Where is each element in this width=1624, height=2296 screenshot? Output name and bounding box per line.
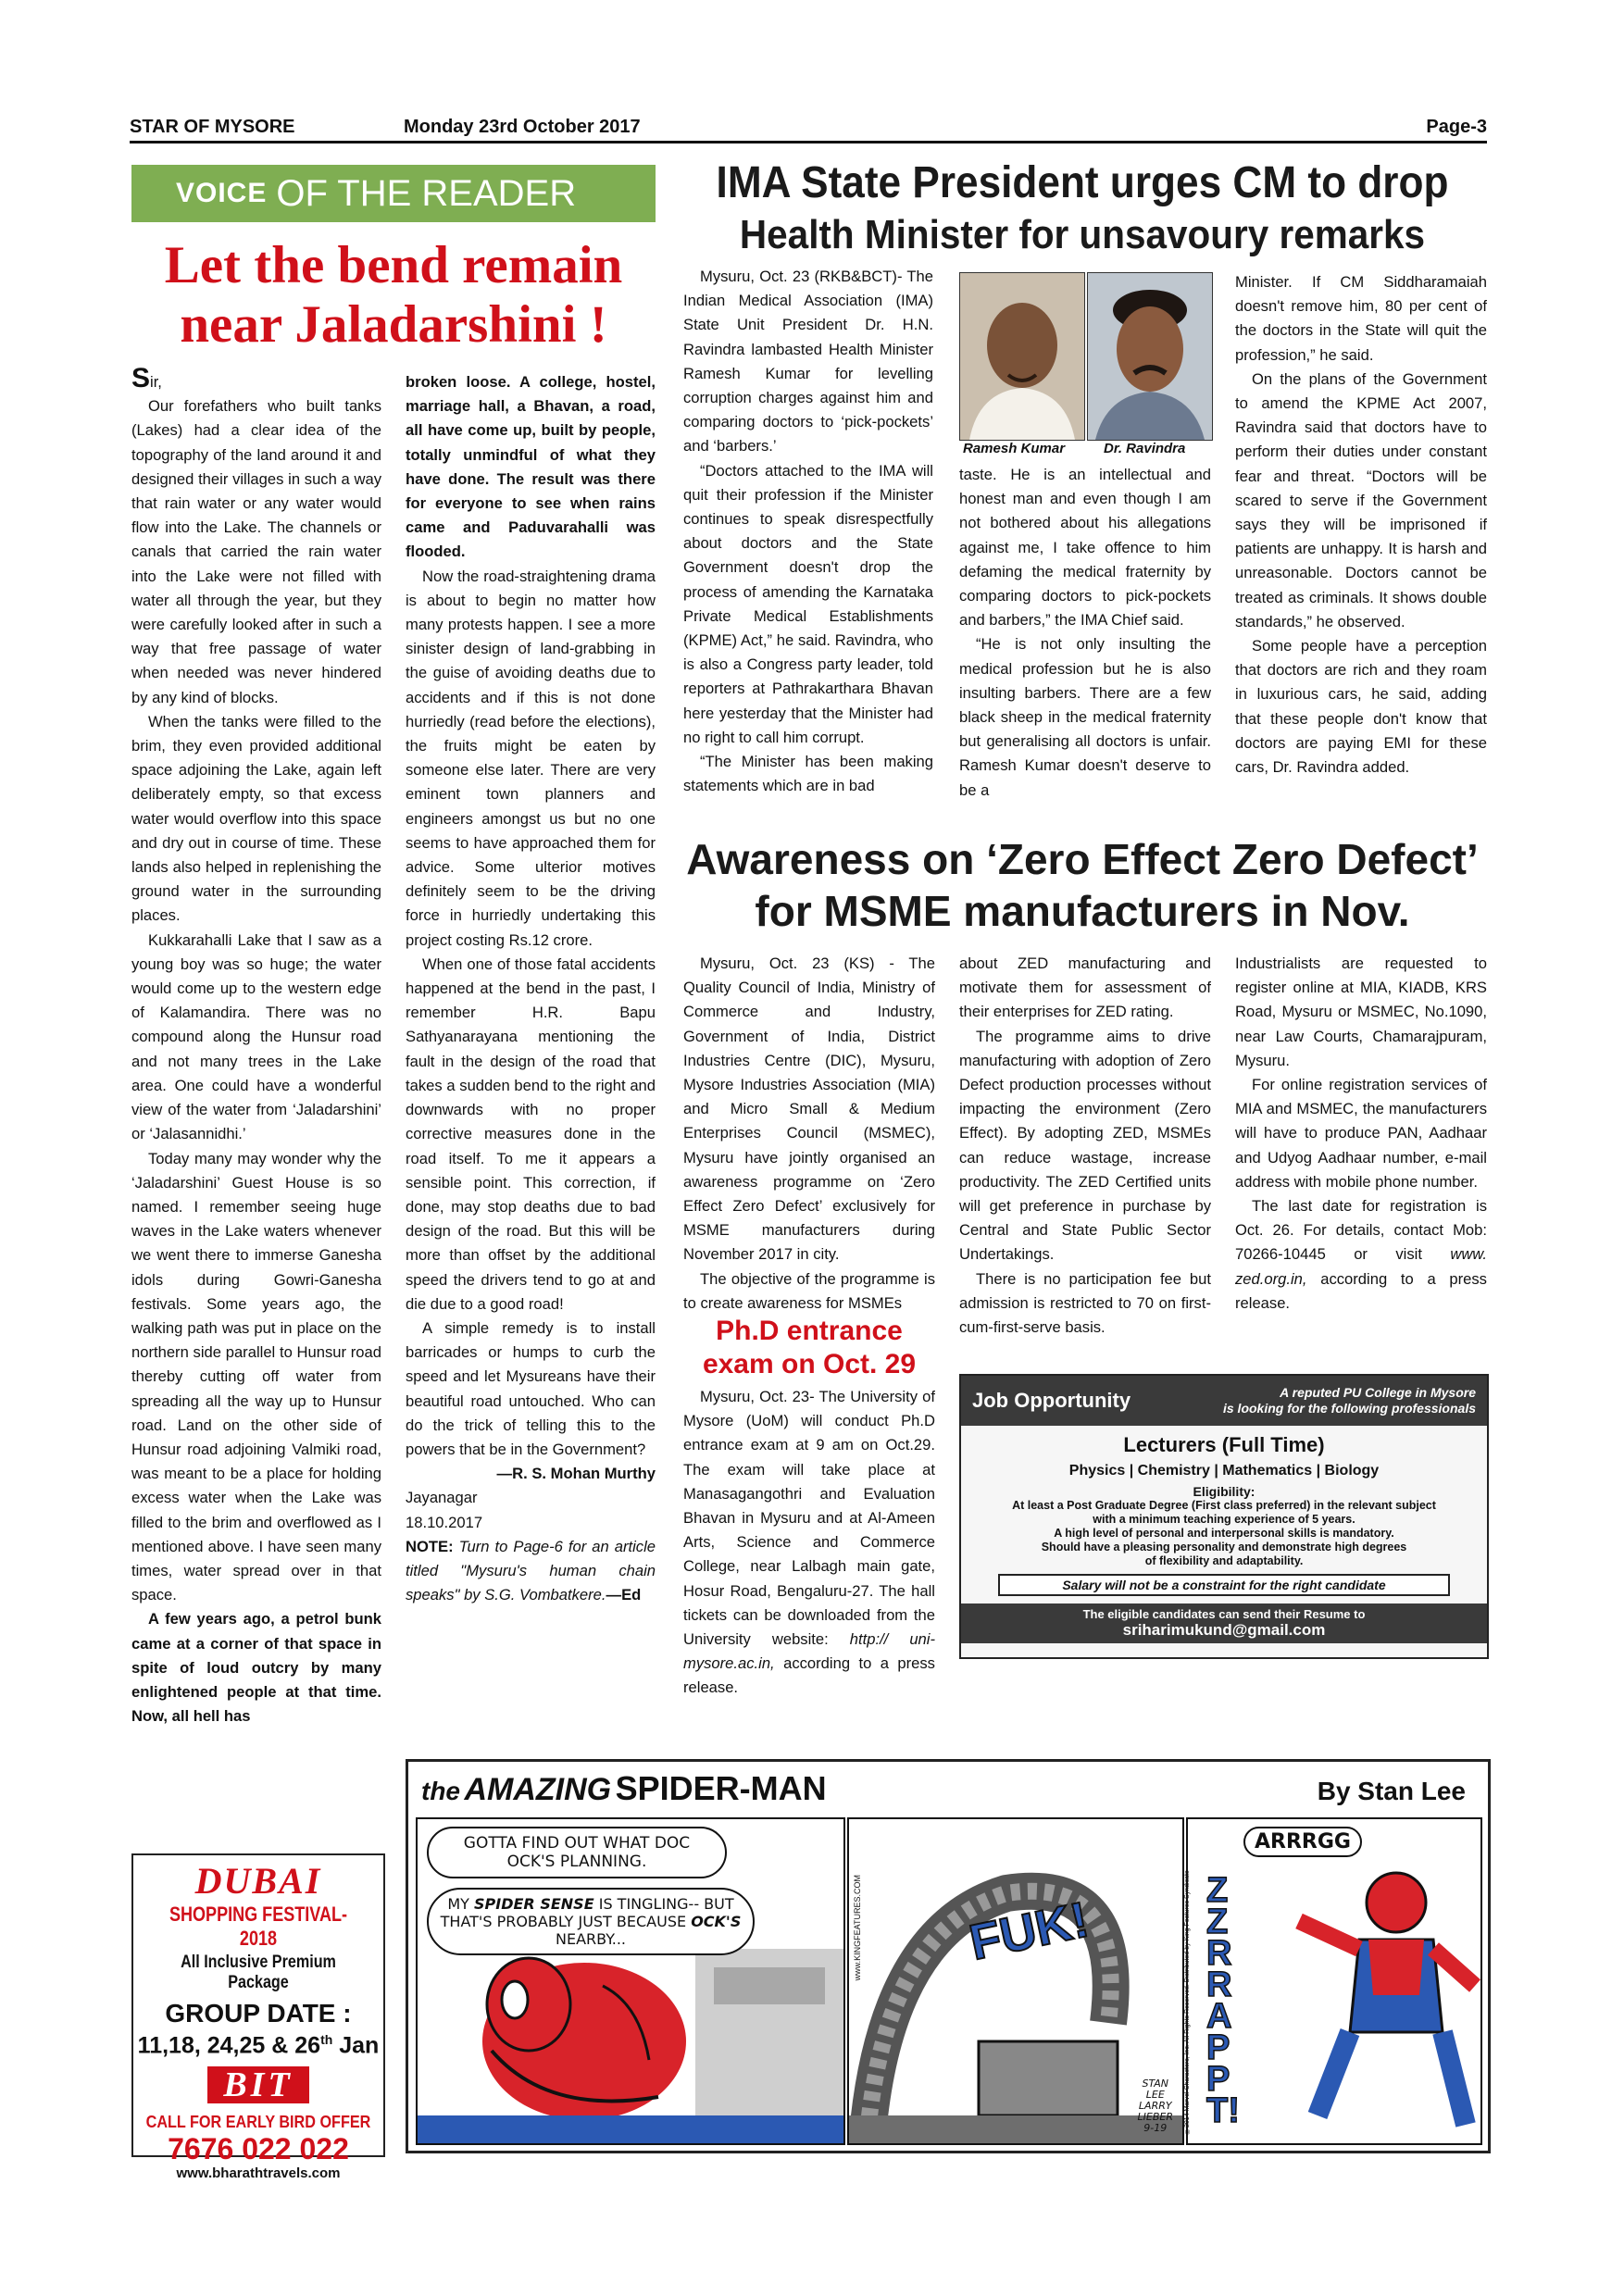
voice-paragraph: When the tanks were filled to the brim, they even provided additional space adjoining the Lake, again left deliberately empty, so that excess water would overflow into this space and dry out in course of time. These lands also helped in replenishing the ground water in the surrounding places.: [131, 712, 381, 925]
sfx-fuk: FUK!: [965, 1891, 1093, 1971]
voice-paragraph-bold: broken loose. A college, hostel, marriage hall, a Bhavan, a road, all have come up, built by people, totally unmindful of what they have done. The result was there for everyone to see when rains came and Paduvarahalli was flooded.: [406, 373, 656, 561]
photo-ramesh-kumar: [959, 272, 1085, 441]
voice-salutation: Sir,: [131, 363, 162, 393]
phd-headline-line-1: Ph.D entrance: [716, 1316, 903, 1346]
voice-paragraph: Now the road-straightening drama is about to begin no matter how many protests happen. I see a more sinister design of land-grabbing in the guise of avoiding deaths due to accidents and if this is not done hurriedly (read before the elections), the fruits might be eaten by someone else later. There are very eminent town planners and engineers amongst us but no one seems to have approached them for advice. Some ulterior motives definitely seem to be the driving force in hurriedly undertaking this project costing Rs.12 crore.: [406, 567, 656, 949]
caption-dr-ravindra: Dr. Ravindra: [1104, 441, 1186, 456]
ima-paragraph: On the plans of the Government to amend the KPME Act 2007, Ravindra said that doctors have to perform their duties under constant fear and threat. “Doctors will be scared to serve if the Government says they will be imprisoned if patients are unhappy. It is harsh and unreasonable. Doctors cannot be treated as criminals. It shows double standards,” he observed.: [1235, 369, 1487, 630]
job-tag: Job Opportunity: [972, 1389, 1131, 1412]
ima-paragraph: Some people have a perception that doctors are rich and they roam in luxurious cars, he said, adding that these people don't know that doctors are paying EMI for these cars, Dr. Ravindra added.: [1235, 637, 1487, 777]
job-salary: Salary will not be a constraint for the right candidate: [998, 1574, 1450, 1596]
job-email[interactable]: sriharimukund@gmail.com: [1122, 1621, 1326, 1639]
voice-signature: —R. S. Mohan Murthy: [496, 1465, 656, 1483]
zed-paragraph: The objective of the programme is to create awareness for MSMEs: [683, 1269, 935, 1312]
zed-paragraph: The last date for registration is Oct. 26. For details, contact Mob: 70266-10445 or visit www. zed.org.in, according to a press release.: [1235, 1197, 1487, 1312]
zed-paragraph: For online registration services of MIA and MSMEC, the manufacturers will have to produce PAN, Aadhaar and Udyog Aadhaar number, e-mail address with mobile phone number.: [1235, 1076, 1487, 1191]
dubai-ad: [131, 1853, 385, 2182]
voice-paragraph: Our forefathers who built tanks (Lakes) had a clear idea of the topography of the land around it and designed their villages in such a way that rain water or any water would flow into the Lake. The channels or canals that carried the rain water into the Lake were not filled with water all through the year, but they were carefully looked after in such a way that free passage of water when needed was never hindered by any kind of blocks.: [131, 397, 381, 706]
voice-tag-small: VOICE: [176, 178, 268, 208]
zed-paragraph: Mysuru, Oct. 23 (KS) - The Quality Council of India, Ministry of Commerce and Industry, Government of India, District Industries Centre (DIC), Mysuru, Mysore Industries Association (MIA) and Micro Small & Medium Enterprises Council (MSMEC), Mysuru have jointly organised an awareness programme on ‘Zero Effect Zero Defect’ exclusively for MSME manufacturers during November 2017 in city.: [683, 955, 935, 1264]
phd-column: [683, 1385, 935, 1701]
voice-paragraph: Kukkarahalli Lake that I saw as a young boy was so huge; the water would come up to the western edge of Kalamandira. There was no compound along the Hunsur road and not many trees in the Lake area. One could have a wonderful view of the water from ‘Jaladarshini’ or ‘Jalasannidhi.’: [131, 930, 381, 1143]
voice-paragraph: When one of those fatal accidents happened at the bend in the past, I remember H.R. Bapu Sathyanarayana mentioning the fault in the design of the road that takes a sudden bend to the right and downwards with no proper corrective measures done in the road itself. To me it appears a sensible point. This correction, if done, may stop deaths due to bad design of the road. But this will be more than offset by the additional speed the drivers tend to go at and die due to a good road!: [406, 955, 656, 1313]
dubai-website: www.bharathtravels.com: [176, 2165, 341, 2182]
ima-paragraph: Minister. If CM Siddharamaiah doesn't remove him, 80 per cent of the doctors in the State will quit the profession,” he said.: [1235, 273, 1487, 364]
voice-paragraph: Today many may wonder why the ‘Jaladarshini’ Guest House is so named. I remember seeing huge waves in the Lake waters whenever we went there to immerse Ganesha idols during Gowri-Ganesha festivals. Some years ago, the walking path was put in place on the northern side parallel to Hunsur road thereby cutting off water from spreading all the way up to Hunsur road. Land on the other side of Hunsur road adjoining Valmiki road, was meant to be a place for holding excess water when the Lake was filled to the brim and overflowed as I mentioned above. I have seen many times, water spread over in that space.: [131, 1149, 381, 1604]
voice-banner: [131, 165, 656, 222]
comic-byline: By Stan Lee: [1317, 1777, 1466, 1805]
zed-paragraph: There is no participation fee but admission is restricted to 70 on first-cum-first-serve basis.: [959, 1269, 1211, 1337]
zed-headline: [680, 833, 1485, 937]
ima-headline-line-2: Health Minister for unsavoury remarks: [739, 212, 1426, 257]
comic-copyright: ©2014 Marvel Characters, Inc. All Rights Reserved. Distributed by King Features Syndicate: [1184, 1870, 1191, 2134]
job-subjects: Physics | Chemistry | Mathematics | Biology: [1068, 1463, 1380, 1479]
masthead-rule: [130, 141, 1487, 144]
page-number: Page-3: [1426, 117, 1487, 137]
comic-panel-3: [1186, 1817, 1482, 2145]
job-ad: [959, 1374, 1489, 1659]
job-eligibility: Eligibility: At least a Post Graduate Degree (First class preferred) in the relevant subject with a minimum teaching experience of 5 years. A high level of personal and interpersonal skills is mandatory. Should have a pleasing personality and demonstrate high degrees of flexibility and adaptability.: [1012, 1484, 1436, 1567]
voice-tag-large: OF THE READER: [276, 172, 577, 214]
voice-column-2: [406, 370, 656, 1607]
speech-balloon-cry: ARRRGG: [1243, 1827, 1362, 1857]
bit-logo: BIT: [207, 2066, 309, 2103]
comic-strip: [406, 1759, 1491, 2153]
credit-block: STAN LEE LARRY LIEBER 9-19: [1137, 2078, 1173, 2134]
voice-column-1: [131, 363, 381, 1728]
speech-balloon-2: MY SPIDER SENSE IS TINGLING-- BUT THAT'S PROBABLY JUST BECAUSE OCK'S NEARBY...: [427, 1888, 755, 1955]
job-title: Lecturers (Full Time): [1123, 1433, 1325, 1456]
voice-paragraph: A simple remedy is to install barricades or humps to curb the speed and let Mysureans have their beautiful road untouched. Who can do the trick of telling this to the powers that be in the Government?: [406, 1318, 656, 1458]
ima-headline: [680, 157, 1485, 261]
dubai-group-label: GROUP DATE :: [165, 1999, 352, 2028]
portrait-icon: [960, 273, 1084, 440]
ima-paragraph: “Doctors attached to the IMA will quit their profession if the Minister continues to speak disrespectfully about doctors and the State Government doesn't drop the process of amending the Karnataka Private Medical Establishments (KPME) Act,” he said. Ravindra, who is also a Congress party leader, told reporters at Pathrakarthara Bhavan here yesterday that the Minister had no right to call him corrupt.: [683, 461, 933, 746]
zed-paragraph: about ZED manufacturing and motivate them for assessment of their enterprises for ZED rating.: [959, 955, 1211, 1021]
dubai-phone: 7676 022 022: [168, 2132, 349, 2166]
voice-headline-line-1: Let the bend remain: [164, 236, 623, 294]
phd-headline-line-2: exam on Oct. 29: [702, 1349, 917, 1379]
zed-paragraph: The programme aims to drive manufacturing with adoption of Zero Defect production processes without impacting the environment (Zero Effect). By adopting ZED, MSMEs can reduce wastage, increase productivity. The ZED Certified units will get preference in purchase by Central and State Public Sector Undertakings.: [959, 1027, 1211, 1264]
dubai-title: DUBAI: [194, 1860, 322, 1902]
dubai-dates: 11,18, 24,25 & 26th Jan: [137, 2032, 380, 2059]
job-ad-header: [961, 1376, 1487, 1426]
zed-paragraph: Industrialists are requested to register online at MIA, KIADB, KRS Road, Mysuru or MSMEC, No.1090, near Law Courts, Chamarajpuram, Mysuru.: [1235, 955, 1487, 1069]
ima-column-3: [1235, 270, 1487, 780]
voice-place: Jayanagar: [406, 1489, 478, 1507]
sfx-zzrrappt: ZZRRAPPT!: [1206, 1871, 1240, 2130]
tentacle-arm-icon: [849, 1819, 1182, 2143]
comic-website: www.KINGFEATURES.COM: [853, 1875, 862, 1981]
voice-paragraph-bold: A few years ago, a petrol bunk came at a corner of that space in spite of loud outcry by many enlightened people at that time. Now, all hell has: [131, 1610, 381, 1726]
zed-column-3: [1235, 952, 1487, 1316]
uom-website-link[interactable]: http:// uni-mysore.ac.in,: [683, 1630, 935, 1673]
paper-name: STAR OF MYSORE: [130, 117, 295, 137]
ima-paragraph: “He is not only insulting the medical profession but he is also insulting barbers. There are a few black sheep in the medical fraternity but generalising all doctors is unfair. Ramesh Kumar doesn't deserve to be a: [959, 635, 1211, 799]
ima-column-1: [683, 265, 933, 798]
job-contact: The eligible candidates can send their Resume to sriharimukund@gmail.com: [961, 1603, 1487, 1643]
zed-headline-line-2: for MSME manufacturers in Nov.: [755, 887, 1410, 935]
zed-website-link[interactable]: www. zed.org.in,: [1235, 1245, 1487, 1288]
portrait-icon: [1088, 273, 1212, 440]
comic-title: the AMAZING SPIDER-MAN: [421, 1769, 827, 1807]
ima-column-2: [959, 463, 1211, 803]
photo-dr-ravindra: [1087, 272, 1213, 441]
job-intro: A reputed PU College in Mysore is looking for the following professionals: [1222, 1385, 1476, 1416]
ima-headline-line-1: IMA State President urges CM to drop: [716, 158, 1449, 207]
issue-date: Monday 23rd October 2017: [404, 117, 641, 137]
dubai-package: All Inclusive Premium Package: [181, 1953, 336, 1992]
caption-ramesh-kumar: Ramesh Kumar: [963, 441, 1066, 456]
zed-column-2: [959, 952, 1211, 1340]
voice-sig-date: 18.10.2017: [406, 1513, 483, 1531]
ima-paragraph: taste. He is an intellectual and honest man and even though I am not bothered about his allegations against me, I take offence to him defaming the medical fraternity by comparing doctors to pick-pockets and barbers,” the IMA Chief said.: [959, 466, 1211, 630]
voice-dropcap: S: [131, 363, 151, 393]
comic-panel-1: [416, 1817, 845, 2145]
dubai-offer: CALL FOR EARLY BIRD OFFER: [145, 2113, 371, 2132]
phd-headline: [683, 1315, 935, 1381]
zed-headline-line-1: Awareness on ‘Zero Effect Zero Defect’: [686, 835, 1479, 883]
comic-panel-2: [847, 1817, 1184, 2145]
speech-balloon-1: GOTTA FIND OUT WHAT DOC OCK'S PLANNING.: [427, 1827, 727, 1878]
zed-column-1: [683, 952, 935, 1316]
phd-paragraph: Mysuru, Oct. 23- The University of Mysore (UoM) will conduct Ph.D entrance exam at 9 am on Oct.29. The exam will take place at Manasagangothri and Evaluation Bhavan in Mysuru and at Al-Ameen Arts, Science and Commerce College, near Lalbagh main gate, Hosur Road, Bengaluru-27. The hall tickets can be downloaded from the University website: http:// uni-mysore.ac.in, according to a press release.: [683, 1388, 935, 1697]
ima-paragraph: Mysuru, Oct. 23 (RKB&BCT)- The Indian Medical Association (IMA) State Unit President Dr. H.N. Ravindra lambasted Health Minister Ramesh Kumar for levelling corruption charges against him and comparing doctors to ‘pick-pockets’ and ‘barbers.’: [683, 268, 933, 455]
voice-note: NOTE: Turn to Page-6 for an article titled "Mysuru's human chain speaks" by S.G. Vombatkere.—Ed: [406, 1537, 656, 1604]
voice-headline: [131, 236, 656, 355]
voice-headline-line-2: near Jaladarshini !: [180, 295, 607, 354]
dubai-festival: SHOPPING FESTIVAL-2018: [169, 1903, 348, 1950]
ima-paragraph: “The Minister has been making statements which are in bad: [683, 753, 933, 795]
